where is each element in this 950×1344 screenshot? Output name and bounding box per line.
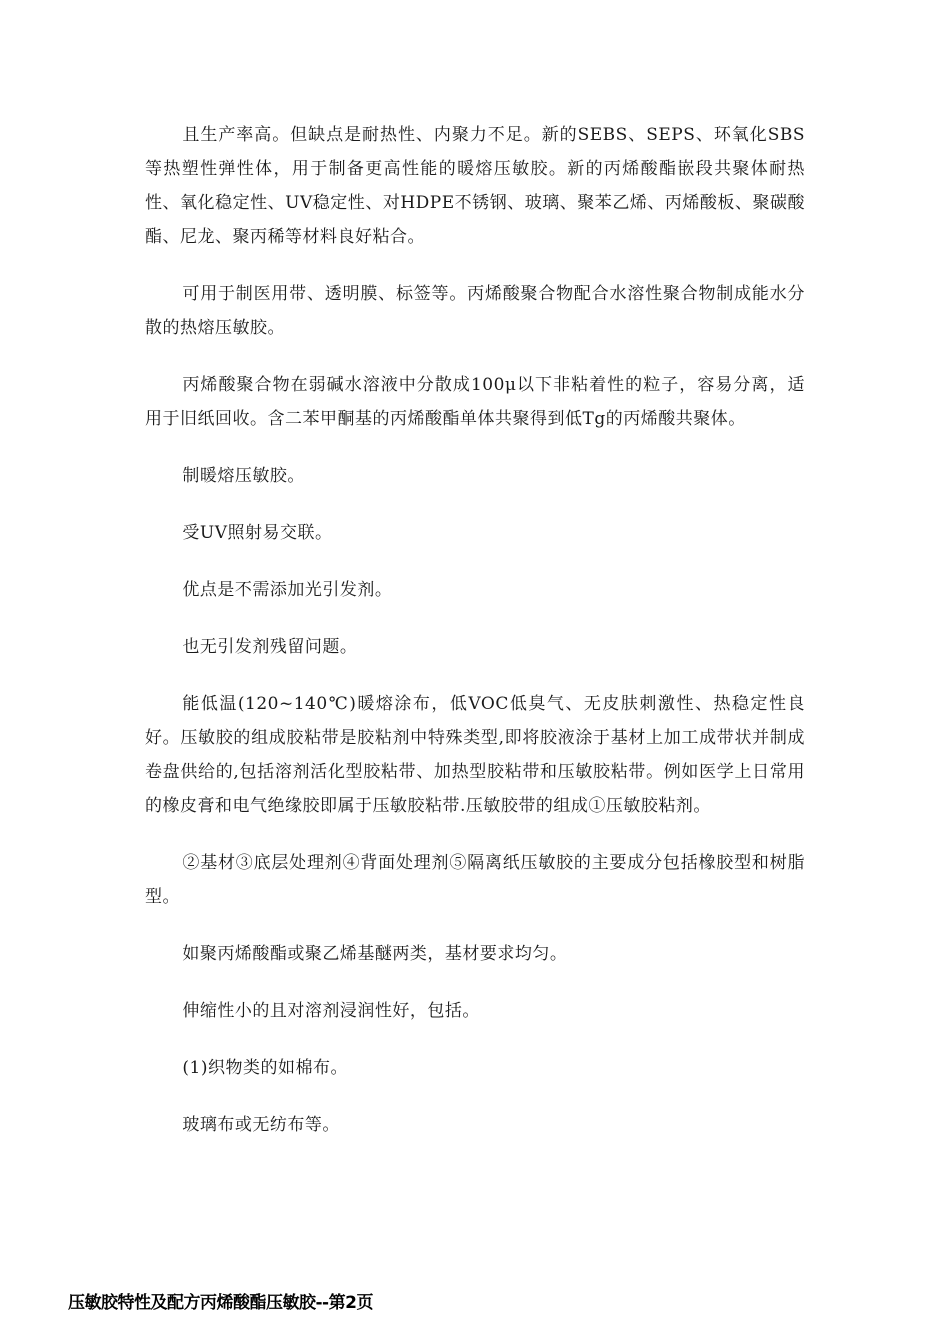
paragraph: 制暖熔压敏胶。 bbox=[182, 466, 305, 486]
paragraph: 丙烯酸聚合物在弱碱水溶液中分散成100μ以下非粘着性的粒子，容易分离，适用于旧纸回收。含二苯甲酮基的丙烯酸酯单体共聚得到低Tg的丙烯酸共聚体。 bbox=[145, 375, 805, 429]
document-body bbox=[145, 118, 805, 1165]
paragraph: 如聚丙烯酸酯或聚乙烯基醚两类，基材要求均匀。 bbox=[182, 944, 568, 964]
paragraph: 可用于制医用带、透明膜、标签等。丙烯酸聚合物配合水溶性聚合物制成能水分散的热熔压敏胶。 bbox=[145, 284, 805, 338]
paragraph: 且生产率高。但缺点是耐热性、内聚力不足。新的SEBS、SEPS、环氧化SBS等热塑性弹性体，用于制备更高性能的暖熔压敏胶。新的丙烯酸酯嵌段共聚体耐热性、氧化稳定性、UV稳定性、对HDPE不锈钢、玻璃、聚苯乙烯、丙烯酸板、聚碳酸酯、尼龙、聚丙稀等材料良好粘合。 bbox=[145, 125, 805, 247]
paragraph: 能低温(120~140℃)暖熔涂布，低VOC低臭气、无皮肤刺激性、热稳定性良好。压敏胶的组成胶粘带是胶粘剂中特殊类型,即将胶液涂于基材上加工成带状并制成卷盘供给的,包括溶剂活化型胶粘带、加热型胶粘带和压敏胶粘带。例如医学上日常用的橡皮膏和电气绝缘胶即属于压敏胶粘带.压敏胶带的组成①压敏胶粘剂。 bbox=[145, 694, 805, 816]
paragraph: (1)织物类的如棉布。 bbox=[182, 1058, 348, 1078]
paragraph: 玻璃布或无纺布等。 bbox=[182, 1115, 340, 1135]
paragraph: 伸缩性小的且对溶剂浸润性好，包括。 bbox=[182, 1001, 480, 1021]
paragraph: 优点是不需添加光引发剂。 bbox=[182, 580, 393, 600]
paragraph: 也无引发剂残留问题。 bbox=[182, 637, 358, 657]
paragraph: ②基材③底层处理剂④背面处理剂⑤隔离纸压敏胶的主要成分包括橡胶型和树脂型。 bbox=[145, 853, 805, 907]
page-footer: 压敏胶特性及配方丙烯酸酯压敏胶--第2页 bbox=[68, 1293, 373, 1313]
paragraph: 受UV照射易交联。 bbox=[182, 523, 333, 543]
